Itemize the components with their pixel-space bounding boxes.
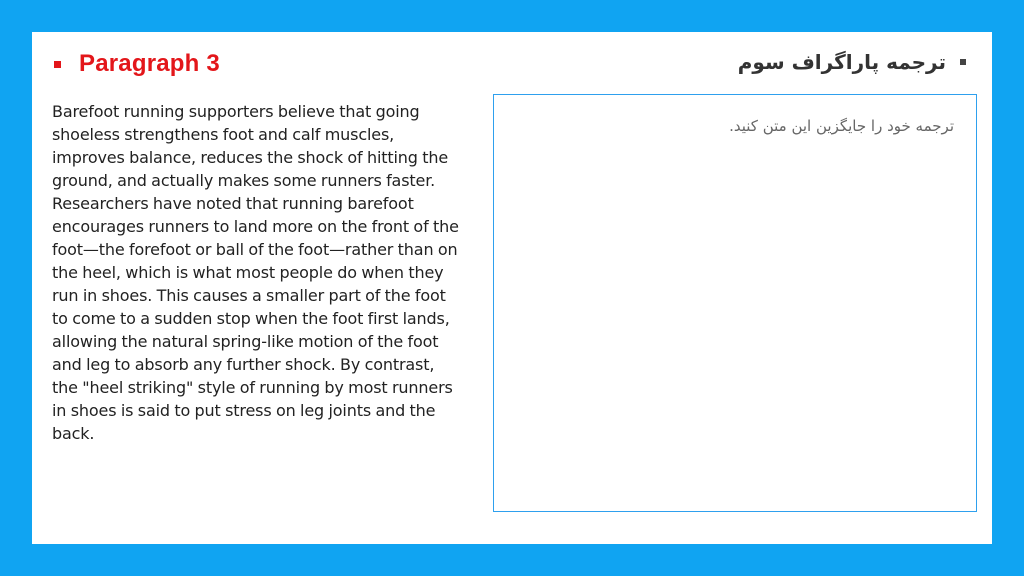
bullet-square-icon — [960, 59, 966, 65]
bullet-square-icon — [54, 61, 61, 68]
paragraph-heading — [54, 50, 220, 78]
translation-placeholder[interactable]: ترجمه خود را جایگزین این متن کنید. — [729, 117, 954, 135]
translation-title[interactable]: ترجمه پاراگراف سوم — [737, 50, 946, 74]
paragraph-title[interactable]: Paragraph 3 — [79, 50, 220, 77]
translation-text-box[interactable] — [493, 94, 977, 512]
paragraph-body[interactable]: Barefoot running supporters believe that going shoeless strengthens foot and calf muscles, improves balance, reduces the shock of hitting the ground, and actually makes some runners faster. Researchers have noted that running barefoot encourages runners to land more on the front of the foot—the forefoot or ball of the foot—rather than on the heel, which is what most people do when they run in shoes. This causes a smaller part of the foot to come to a sudden stop when the foot first lands, allowing the natural spring-like motion of the foot and leg to absorb any further shock. By contrast, the "heel striking" style of running by most runners in shoes is said to put stress on leg joints and the back. — [52, 102, 459, 443]
translation-heading — [738, 50, 966, 74]
slide-canvas — [32, 32, 992, 544]
